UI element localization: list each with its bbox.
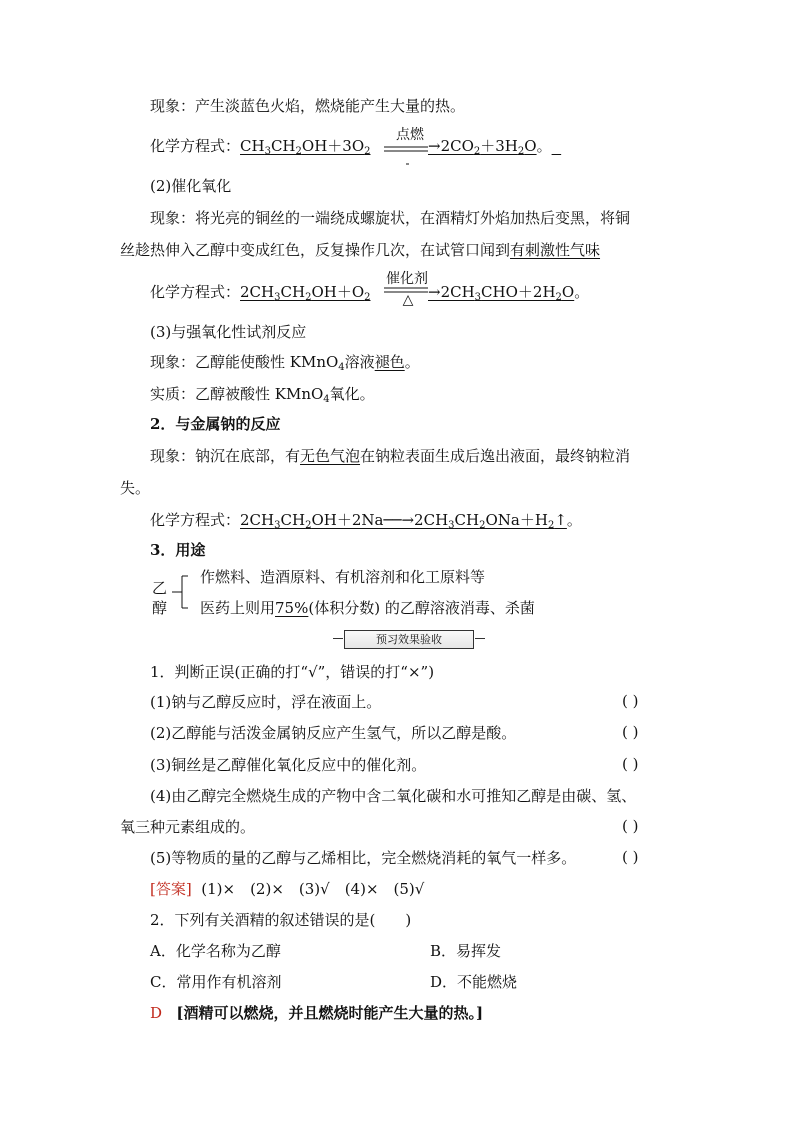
q1-item: (4)由乙醇完全燃烧生成的产物中含二氧化碳和水可推知乙醇是由碳、氢、 (150, 787, 637, 805)
reaction-arrow-icon (382, 140, 432, 176)
combustion-phenomenon: 现象：产生淡蓝色火焰，燃烧能产生大量的热。 (150, 97, 466, 115)
sodium-heading: 2．与金属钠的反应 (150, 415, 281, 433)
q1-item: (5)等物质的量的乙醇与乙烯相比，完全燃烧消耗的氧气一样多。 (150, 849, 577, 867)
q2-answer: D [酒精可以燃烧，并且燃烧时能产生大量的热。] (150, 1004, 484, 1022)
q2-stem: 2．下列有关酒精的叙述错误的是( ) (150, 911, 412, 929)
answer-bracket: ( ) (622, 755, 639, 773)
catalytic-phenomenon-line1: 现象：将光亮的铜丝的一端绕成螺旋状，在酒精灯外焰加热后变黑，将铜 (150, 209, 631, 227)
q1-answer: [答案] (1)× (2)× (3)√ (4)× (5)√ (150, 880, 425, 898)
combustion-condition: 点燃 (396, 127, 424, 143)
answer-tag: [答案] (150, 880, 192, 898)
sodium-phenomenon-line1: 现象：钠沉在底部，有无色气泡在钠粒表面生成后逸出液面，最终钠粒消 (150, 447, 631, 465)
heat-condition-icon: △ (402, 292, 414, 308)
sodium-phenomenon-line2: 失。 (120, 479, 151, 497)
oxidant-essence: 实质：乙醇被酸性 KMnO$_4$氧化。 (150, 385, 375, 405)
q1-stem: 1．判断正误(正确的打“√”，错误的打“×”) (150, 663, 435, 681)
brace-label: 醇 (152, 599, 168, 617)
catalyst-condition: 催化剂 (386, 271, 428, 287)
catalytic-phenomenon-line2: 丝趁热伸入乙醇中变成红色，反复操作几次，在试管口闻到有刺激性气味 (120, 241, 601, 259)
q1-item: (3)铜丝是乙醇催化氧化反应中的催化剂。 (150, 756, 427, 774)
section-banner: 预习效果验收 (344, 630, 474, 649)
answer-bracket: ( ) (622, 692, 639, 710)
sodium-equation: 化学方程式：$2CH_3CH_2OH+2Na──\to 2CH_3CH_2ONa+H_2↑$。 (150, 511, 582, 531)
eq-reactants: $CH_3CH_2OH+3O_2$ (240, 137, 371, 157)
uses-item-1: 作燃料、造酒原料、有机溶剂和化工原料等 (200, 568, 486, 586)
q1-item: (1)钠与乙醇反应时，浮在液面上。 (150, 693, 382, 711)
q2-option-b: B．易挥发 (430, 942, 502, 960)
catalytic-equation: 化学方程式：$2CH_3CH_2OH+O_2$ (150, 283, 371, 303)
q1-item: (2)乙醇能与活泼金属钠反应产生氢气，所以乙醇是酸。 (150, 724, 517, 742)
combustion-products: $\to 2CO_2+3H_2O$。 (428, 137, 552, 157)
answer-bracket: ( ) (622, 848, 639, 866)
q2-option-d: D．不能燃烧 (430, 973, 518, 991)
uses-item-2: 医药上则用75%(体积分数) 的乙醇溶液消毒、杀菌 (200, 599, 535, 617)
catalytic-products: $\to 2CH_3CHO+2H_2O$。 (428, 283, 590, 303)
brace-label: 乙 (152, 579, 168, 597)
eq-label: 化学方程式： (150, 137, 241, 155)
q1-item-continuation: 氧三种元素组成的。 (120, 818, 256, 836)
combustion-equation (150, 136, 371, 156)
answer-bracket: ( ) (622, 817, 639, 835)
answer-bracket: ( ) (622, 723, 639, 741)
uses-heading: 3．用途 (150, 541, 206, 559)
catalytic-heading: (2)催化氧化 (150, 177, 232, 195)
oxidant-phenomenon: 现象：乙醇能使酸性 KMnO$_4$溶液褪色。 (150, 353, 420, 373)
q2-option-a: A．化学名称为乙醇 (150, 942, 281, 960)
oxidant-heading: (3)与强氧化性试剂反应 (150, 323, 307, 341)
brace-icon (172, 572, 188, 612)
answer-letter: D (150, 1004, 163, 1022)
q2-option-c: C．常用作有机溶剂 (150, 973, 282, 991)
